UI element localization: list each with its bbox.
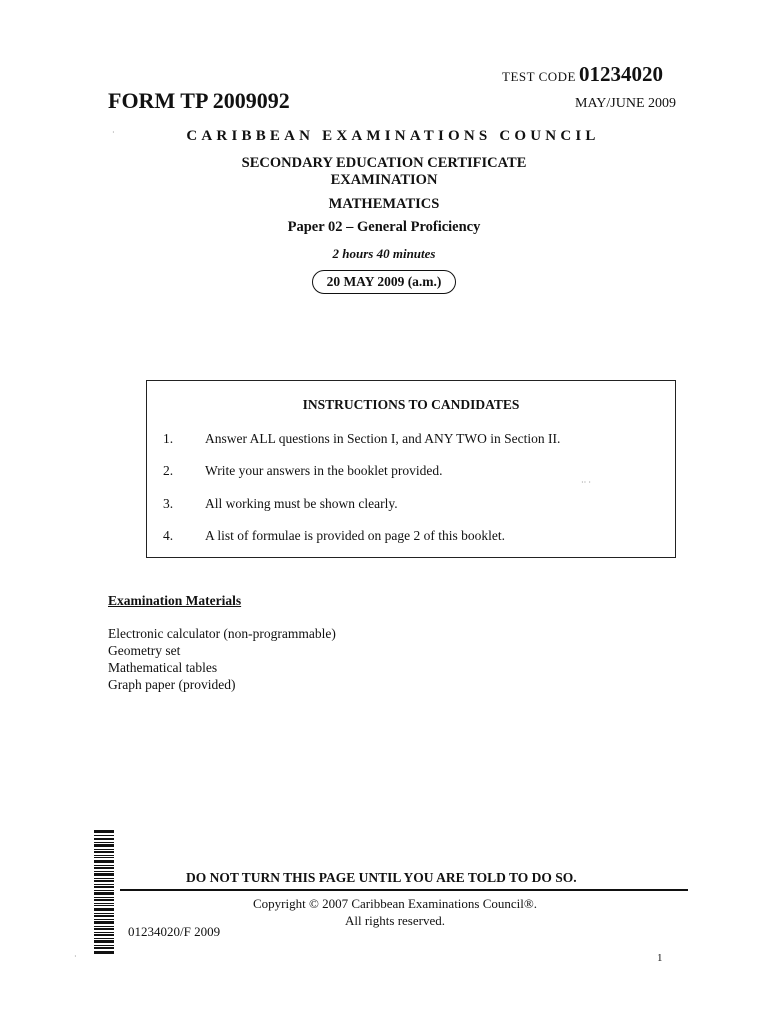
paper-code-reference: 01234020/F 2009 [128,924,221,939]
instruction-text: All working must be shown clearly. [205,496,398,511]
footer-divider [120,889,688,891]
copyright-notice [240,895,550,929]
rights-line: All rights reserved. [344,913,445,928]
instruction-text: Answer ALL questions in Section I, and ANY TWO in Section II. [205,431,561,446]
paper-title: Paper 02 – General Proficiency [287,219,481,235]
materials-item: Mathematical tables [108,660,218,675]
instructions-box [146,380,676,558]
scan-speck: · [112,128,115,137]
scan-speck: · [74,952,77,961]
certificate-title: SECONDARY EDUCATION CERTIFICATE [241,155,527,171]
scan-speck: ·· · [581,478,591,487]
instruction-item [163,463,443,479]
barcode-image [94,830,114,954]
council-name: CARIBBEAN EXAMINATIONS COUNCIL [186,128,600,144]
test-code-value: 01234020 [578,62,663,86]
materials-item: Electronic calculator (non-programmable) [108,626,336,641]
materials-item: Geometry set [108,643,181,658]
instruction-number: 3. [163,496,174,511]
materials-title: Examination Materials [108,593,242,608]
instruction-number: 1. [163,431,174,446]
exam-date-wrapper [0,270,768,294]
exam-session: MAY/JUNE 2009 [575,96,676,111]
instruction-number: 4. [163,528,174,543]
exam-date: 20 MAY 2009 (a.m.) [312,270,457,294]
copyright-line: Copyright © 2007 Caribbean Examinations Council®. [252,896,538,911]
instruction-item [163,528,505,544]
instruction-text: Write your answers in the booklet provided. [205,463,443,478]
instructions-title: INSTRUCTIONS TO CANDIDATES [302,397,520,412]
page-mark: 1 [657,952,663,964]
materials-list [108,625,336,693]
test-code [502,62,663,87]
instruction-item [163,431,560,447]
test-code-label: TEST CODE [502,69,576,84]
instruction-number: 2. [163,463,174,478]
do-not-turn-warning: DO NOT TURN THIS PAGE UNTIL YOU ARE TOLD TO DO SO. [186,870,577,885]
subject-title: MATHEMATICS [328,196,440,212]
examination-title: EXAMINATION [330,172,438,188]
exam-duration: 2 hours 40 minutes [332,246,436,261]
instruction-item [163,496,398,512]
form-number: FORM TP 2009092 [108,88,290,113]
instruction-text: A list of formulae is provided on page 2 of this booklet. [205,528,505,543]
materials-item: Graph paper (provided) [108,677,236,692]
